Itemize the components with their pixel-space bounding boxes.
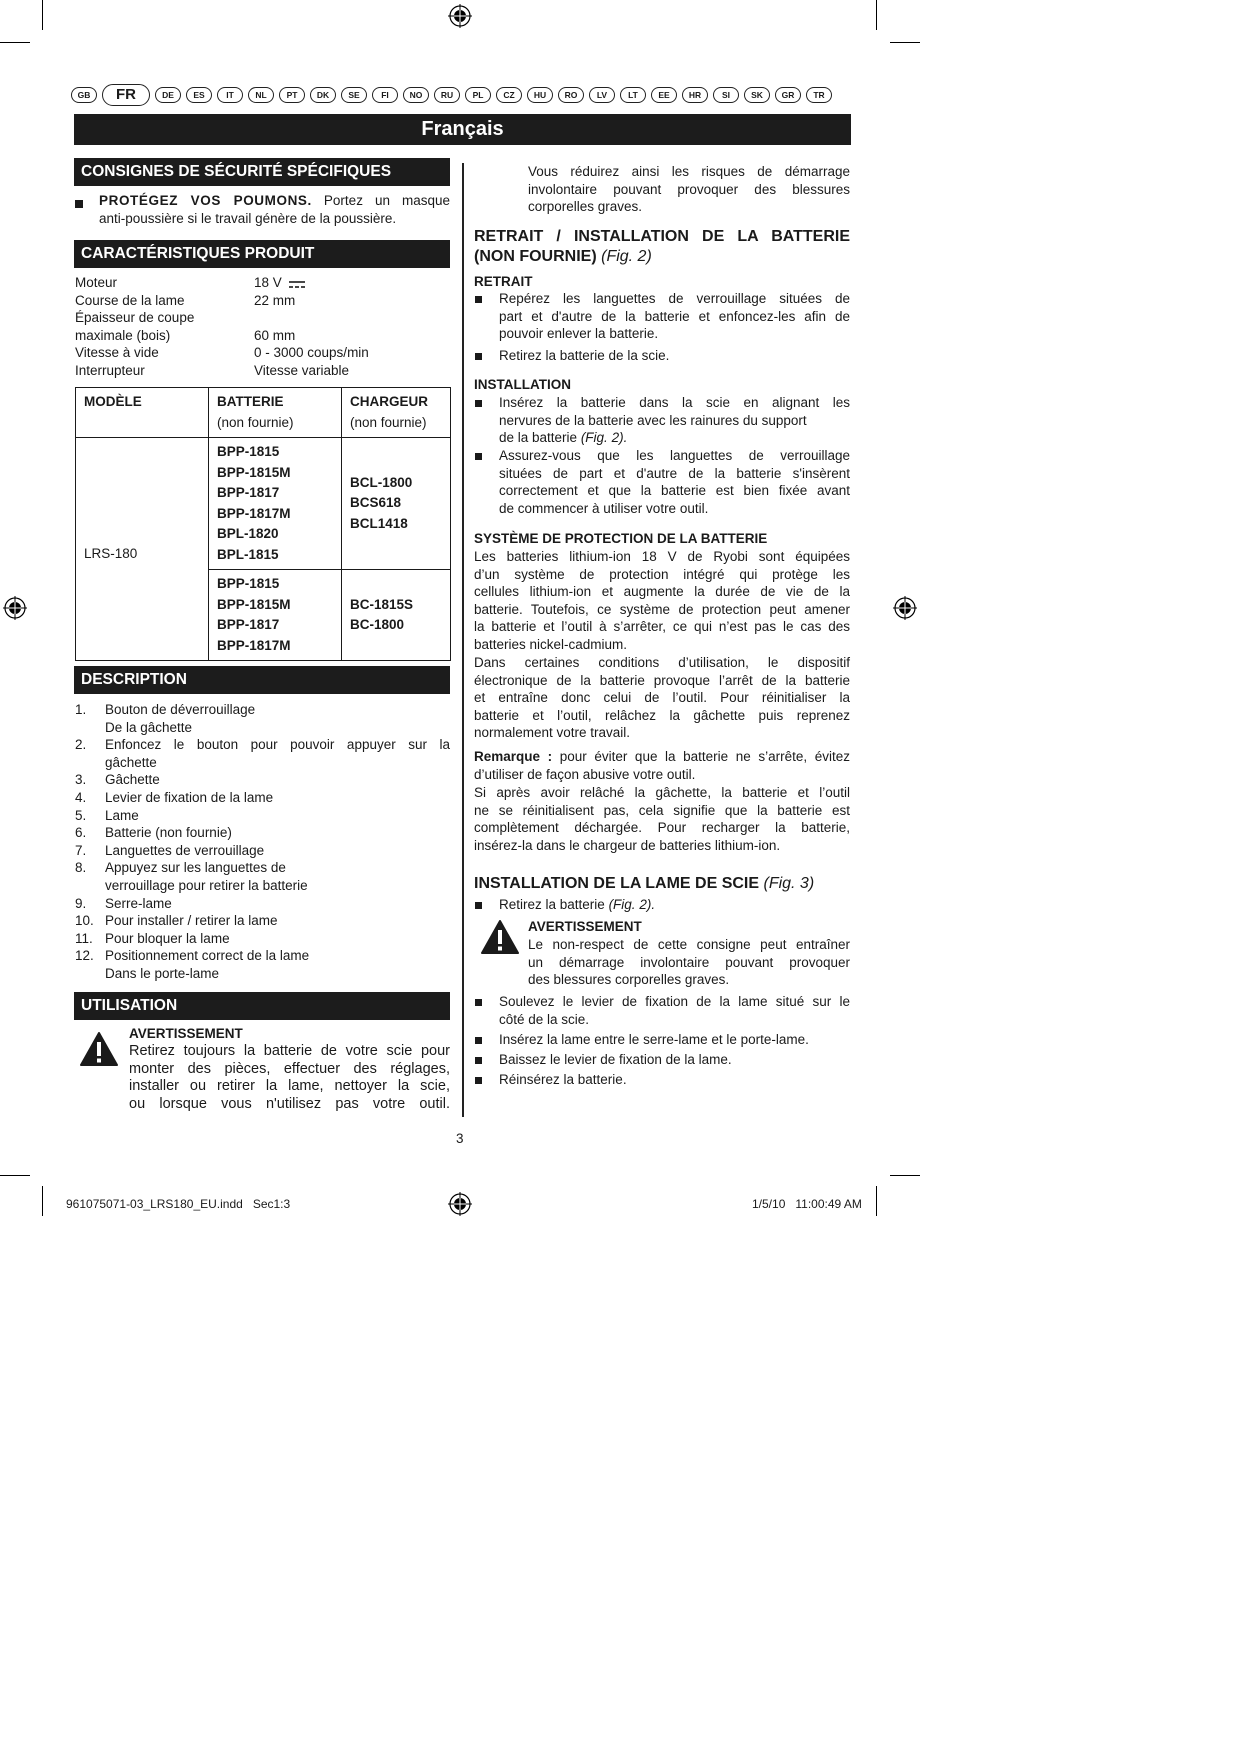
protection-line: Dans certaines conditions d’utilisation, le dispositif	[474, 655, 850, 670]
description-item: Languettes de verrouillage	[105, 842, 265, 858]
remark-line: d’utiliser de façon abusive votre outil.	[474, 767, 696, 782]
description-number: 10.	[75, 913, 94, 929]
description-number: 6.	[75, 825, 87, 841]
language-ro[interactable]: RO	[558, 87, 584, 103]
footer-date: 1/5/10 11:00:49 AM	[752, 1197, 862, 1211]
retrait-item: part et d'autre de la batterie et enfoncez-les afin de	[499, 308, 850, 324]
crop-mark	[876, 0, 877, 30]
protection-line: insérez-la dans le chargeur de batteries lithium-ion.	[474, 837, 781, 853]
charger-cell	[342, 570, 451, 661]
description-item: Dans le porte-lame	[105, 966, 220, 981]
language-si[interactable]: SI	[713, 87, 739, 103]
crop-mark	[890, 42, 920, 43]
language-sk[interactable]: SK	[744, 87, 770, 103]
safety-item-cont: anti-poussière si le travail génère de la poussière.	[99, 211, 397, 226]
protection-line: Si après avoir relâché la gâchette, la batterie et l’outil	[474, 785, 850, 800]
description-number: 9.	[75, 895, 87, 911]
language-it[interactable]: IT	[217, 87, 243, 103]
language-lt[interactable]: LT	[620, 87, 646, 103]
retrait-item: pouvoir enlever la batterie.	[499, 326, 659, 342]
safety-item: PROTÉGEZ VOS POUMONS. Portez un masque	[99, 193, 451, 208]
spec-value: 60 mm	[254, 327, 296, 343]
language-cz[interactable]: CZ	[496, 87, 522, 103]
bullet-icon	[475, 453, 482, 460]
col-charger-sub: (non fournie)	[350, 414, 427, 430]
warning-line: ou lorsque vous n'utilisez pas votre outil.	[129, 1095, 450, 1112]
bullet-icon	[475, 1077, 482, 1084]
spec-label: maximale (bois)	[75, 327, 171, 343]
language-hu[interactable]: HU	[527, 87, 553, 103]
install-item: de commencer à utiliser votre outil.	[499, 500, 709, 516]
bullet-icon	[475, 296, 482, 303]
description-number: 8.	[75, 860, 87, 876]
crop-mark	[42, 0, 43, 30]
warning-line: un démarrage involontaire pouvant provoquer	[528, 954, 850, 970]
description-item: De la gâchette	[105, 719, 193, 735]
crop-mark	[0, 42, 30, 43]
specs-heading: CARACTÉRISTIQUES PRODUIT	[74, 240, 450, 268]
warning-line: des blessures corporelles graves.	[528, 972, 730, 988]
spec-label: Moteur	[75, 275, 118, 290]
warning-line: monter des pièces, effectuer des réglages,	[129, 1060, 450, 1077]
col-battery-sub: (non fournie)	[217, 414, 294, 430]
column-divider	[462, 163, 464, 1117]
bullet-icon	[475, 999, 482, 1006]
remark-label: Remarque :	[474, 749, 553, 764]
description-item: Pour installer / retirer la lame	[105, 913, 278, 929]
model-cell: LRS-180	[84, 545, 138, 561]
col-model-header: MODÈLE	[84, 394, 142, 409]
table-cell-value: BPP-1815M	[217, 596, 291, 612]
protection-line: d’un système de protection intégré qui protège les	[474, 566, 850, 582]
protection-line: batterie et l’outil, relâchez la gâchette puis reprenez	[474, 707, 850, 723]
language-de[interactable]: DE	[155, 87, 181, 103]
description-item: Batterie (non fournie)	[105, 825, 232, 841]
continued-line: Vous réduirez ainsi les risques de démarrage	[528, 164, 850, 179]
install-item: correctement et que la batterie est bien fixée avant	[499, 483, 850, 499]
description-number: 1.	[75, 702, 87, 717]
battery-cell	[209, 438, 342, 570]
description-number: 11.	[75, 930, 93, 946]
col-battery-header: BATTERIE	[217, 394, 284, 409]
crop-mark	[890, 1175, 920, 1176]
continued-line: involontaire pouvant provoquer des blessures	[528, 181, 850, 197]
safety-heading: CONSIGNES DE SÉCURITÉ SPÉCIFIQUES	[74, 158, 450, 186]
spec-value: Vitesse variable	[254, 363, 350, 378]
table-cell-value: BPP-1815	[217, 444, 280, 459]
protection-line: batteries nickel-cadmium.	[474, 637, 628, 652]
table-cell-value: BC-1800	[350, 617, 405, 632]
description-number: 5.	[75, 807, 87, 823]
dc-current-icon	[289, 280, 305, 290]
bullet-icon	[475, 1037, 482, 1044]
language-no[interactable]: NO	[403, 87, 429, 103]
protection-line: Les batteries lithium-ion 18 V de Ryobi sont équipées	[474, 549, 850, 564]
table-cell-value: BCL1418	[350, 515, 408, 531]
description-item: gâchette	[105, 754, 157, 770]
battery-cell	[209, 570, 342, 661]
protection-line: ne se réinitialisent pas, cela signifie que la batterie est	[474, 802, 850, 818]
table-cell-value: BPL-1815	[217, 546, 279, 562]
description-item: Serre-lame	[105, 895, 172, 911]
protection-line: normalement votre travail.	[474, 725, 631, 741]
spec-label: Course de la lame	[75, 292, 185, 308]
model-table	[75, 387, 451, 661]
language-pl[interactable]: PL	[465, 87, 491, 103]
protection-line: batterie. Toutefois, ce système de protection peut amener	[474, 601, 850, 617]
bullet-icon	[475, 902, 482, 909]
registration-mark-icon	[448, 4, 472, 28]
protection-line: complètement déchargée. Pour recharger la batterie,	[474, 820, 850, 836]
description-number: 2.	[75, 737, 87, 753]
language-es[interactable]: ES	[186, 87, 212, 103]
language-ee[interactable]: EE	[651, 87, 677, 103]
warning-line: Retirez toujours la batterie de votre scie pour	[129, 1043, 450, 1059]
language-lv[interactable]: LV	[589, 87, 615, 103]
col-charger-header: CHARGEUR	[350, 394, 429, 409]
blade-heading: INSTALLATION DE LA LAME DE SCIE (Fig. 3)	[474, 875, 815, 892]
install-item: Insérez la batterie dans la scie en alignant les	[499, 395, 850, 410]
continued-line: corporelles graves.	[528, 199, 643, 215]
table-cell-value: BPL-1820	[217, 526, 279, 541]
spec-label: Épaisseur de coupe	[75, 310, 195, 326]
warning-line: Le non-respect de cette consigne peut entraîner	[528, 937, 850, 952]
charger-cell	[342, 438, 451, 570]
warning-icon	[79, 1031, 119, 1067]
description-number: 7.	[75, 842, 87, 858]
blade-item: côté de la scie.	[499, 1011, 590, 1027]
language-se[interactable]: SE	[341, 87, 367, 103]
language-fi[interactable]: FI	[372, 87, 398, 103]
language-tr[interactable]: TR	[806, 87, 832, 103]
description-item: Levier de fixation de la lame	[105, 790, 274, 805]
utilisation-heading: UTILISATION	[74, 992, 450, 1020]
registration-mark-icon	[3, 596, 27, 620]
registration-mark-icon	[893, 596, 917, 620]
warning-icon	[480, 919, 520, 955]
description-item: Positionnement correct de la lame	[105, 948, 310, 964]
figure-reference: (Fig. 2).	[608, 897, 656, 912]
language-pt[interactable]: PT	[279, 87, 305, 103]
description-item: verrouillage pour retirer la batterie	[105, 878, 308, 893]
spec-label: Vitesse à vide	[75, 345, 159, 361]
retrait-title: RETRAIT	[474, 274, 533, 289]
description-number: 3.	[75, 772, 87, 788]
table-cell-value: BPP-1817	[217, 485, 280, 500]
blade-item: Insérez la lame entre le serre-lame et le porte-lame.	[499, 1032, 809, 1047]
remark-line: Remarque : pour éviter que la batterie ne s’arrête, évitez	[474, 749, 850, 764]
crop-mark	[0, 1175, 30, 1176]
install-item: de la batterie (Fig. 2).	[499, 430, 628, 445]
blade-item: Soulevez le levier de fixation de la lame situé sur le	[499, 994, 850, 1009]
description-item: Lame	[105, 807, 139, 823]
blade-item: Retirez la batterie (Fig. 2).	[499, 897, 656, 912]
table-cell-value: BPP-1817	[217, 617, 280, 632]
description-item: Pour bloquer la lame	[105, 930, 230, 946]
figure-reference: (Fig. 2).	[580, 430, 628, 445]
footer-file: 961075071-03_LRS180_EU.indd Sec1:3	[66, 1197, 291, 1211]
spec-value: 18 V	[254, 275, 282, 290]
battery-heading-2: (NON FOURNIE) (Fig. 2)	[474, 248, 652, 265]
retrait-item: Repérez les languettes de verrouillage situées de	[499, 291, 850, 306]
protection-line: la batterie et l’outil à s’arrêter, ce qui n’est pas le cas des	[474, 619, 850, 635]
description-heading: DESCRIPTION	[74, 666, 450, 694]
language-hr[interactable]: HR	[682, 87, 708, 103]
protection-line: cellules lithium-ion et augmente la durée de vie de la	[474, 584, 850, 600]
table-cell-value: BPP-1815	[217, 576, 280, 591]
crop-mark	[876, 1186, 877, 1216]
table-cell-value: BCL-1800	[350, 474, 413, 490]
description-number: 12.	[75, 948, 94, 964]
spec-value: 0 - 3000 coups/min	[254, 345, 369, 361]
language-gb[interactable]: GB	[71, 87, 97, 103]
install-item: Assurez-vous que les languettes de verrouillage	[499, 448, 850, 463]
bullet-icon	[475, 1057, 482, 1064]
language-selector	[71, 84, 851, 106]
spec-value: 22 mm	[254, 292, 296, 308]
table-cell-value: BPP-1817M	[217, 637, 291, 653]
registration-mark-icon	[448, 1192, 472, 1216]
table-cell-value: BPP-1817M	[217, 505, 291, 521]
install-item: situées de part et d'autre de la batterie s'insèrent	[499, 465, 850, 481]
description-item: Bouton de déverrouillage	[105, 702, 256, 717]
description-item: Enfoncez le bouton pour pouvoir appuyer sur la	[105, 737, 450, 753]
description-item: Gâchette	[105, 772, 160, 788]
install-title: INSTALLATION	[474, 377, 571, 392]
table-cell-value: BC-1815S	[350, 596, 414, 612]
table-cell-value: BPP-1815M	[217, 464, 291, 480]
description-item: Appuyez sur les languettes de	[105, 860, 286, 876]
language-ru[interactable]: RU	[434, 87, 460, 103]
table-cell-value: BCS618	[350, 495, 402, 511]
blade-item: Baissez le levier de fixation de la lame.	[499, 1052, 732, 1067]
language-fr[interactable]: FR	[102, 84, 150, 106]
language-dk[interactable]: DK	[310, 87, 336, 103]
page-title: Français	[74, 114, 851, 145]
protection-title: SYSTÈME DE PROTECTION DE LA BATTERIE	[474, 531, 768, 546]
battery-heading: RETRAIT / INSTALLATION DE LA BATTERIE	[474, 228, 850, 245]
warning-line: installer ou retirer la lame, nettoyer la scie,	[129, 1078, 450, 1095]
install-item: nervures de la batterie avec les rainures du support	[499, 412, 807, 428]
spec-label: Interrupteur	[75, 363, 145, 378]
bullet-icon	[75, 200, 83, 208]
protection-line: et entraîne donc celui de l’outil. Pour réinitialiser la	[474, 690, 850, 706]
crop-mark	[42, 1186, 43, 1216]
description-number: 4.	[75, 790, 87, 805]
language-gr[interactable]: GR	[775, 87, 801, 103]
retrait-item: Retirez la batterie de la scie.	[499, 348, 670, 363]
protection-line: électronique de la batterie provoque l’arrêt de la batterie	[474, 672, 850, 688]
warning-title: AVERTISSEMENT	[528, 919, 642, 934]
warning-title: AVERTISSEMENT	[129, 1026, 243, 1041]
blade-item: Réinsérez la batterie.	[499, 1072, 627, 1087]
bullet-icon	[475, 353, 482, 360]
page-number: 3	[456, 1131, 464, 1146]
bullet-icon	[475, 400, 482, 407]
language-nl[interactable]: NL	[248, 87, 274, 103]
